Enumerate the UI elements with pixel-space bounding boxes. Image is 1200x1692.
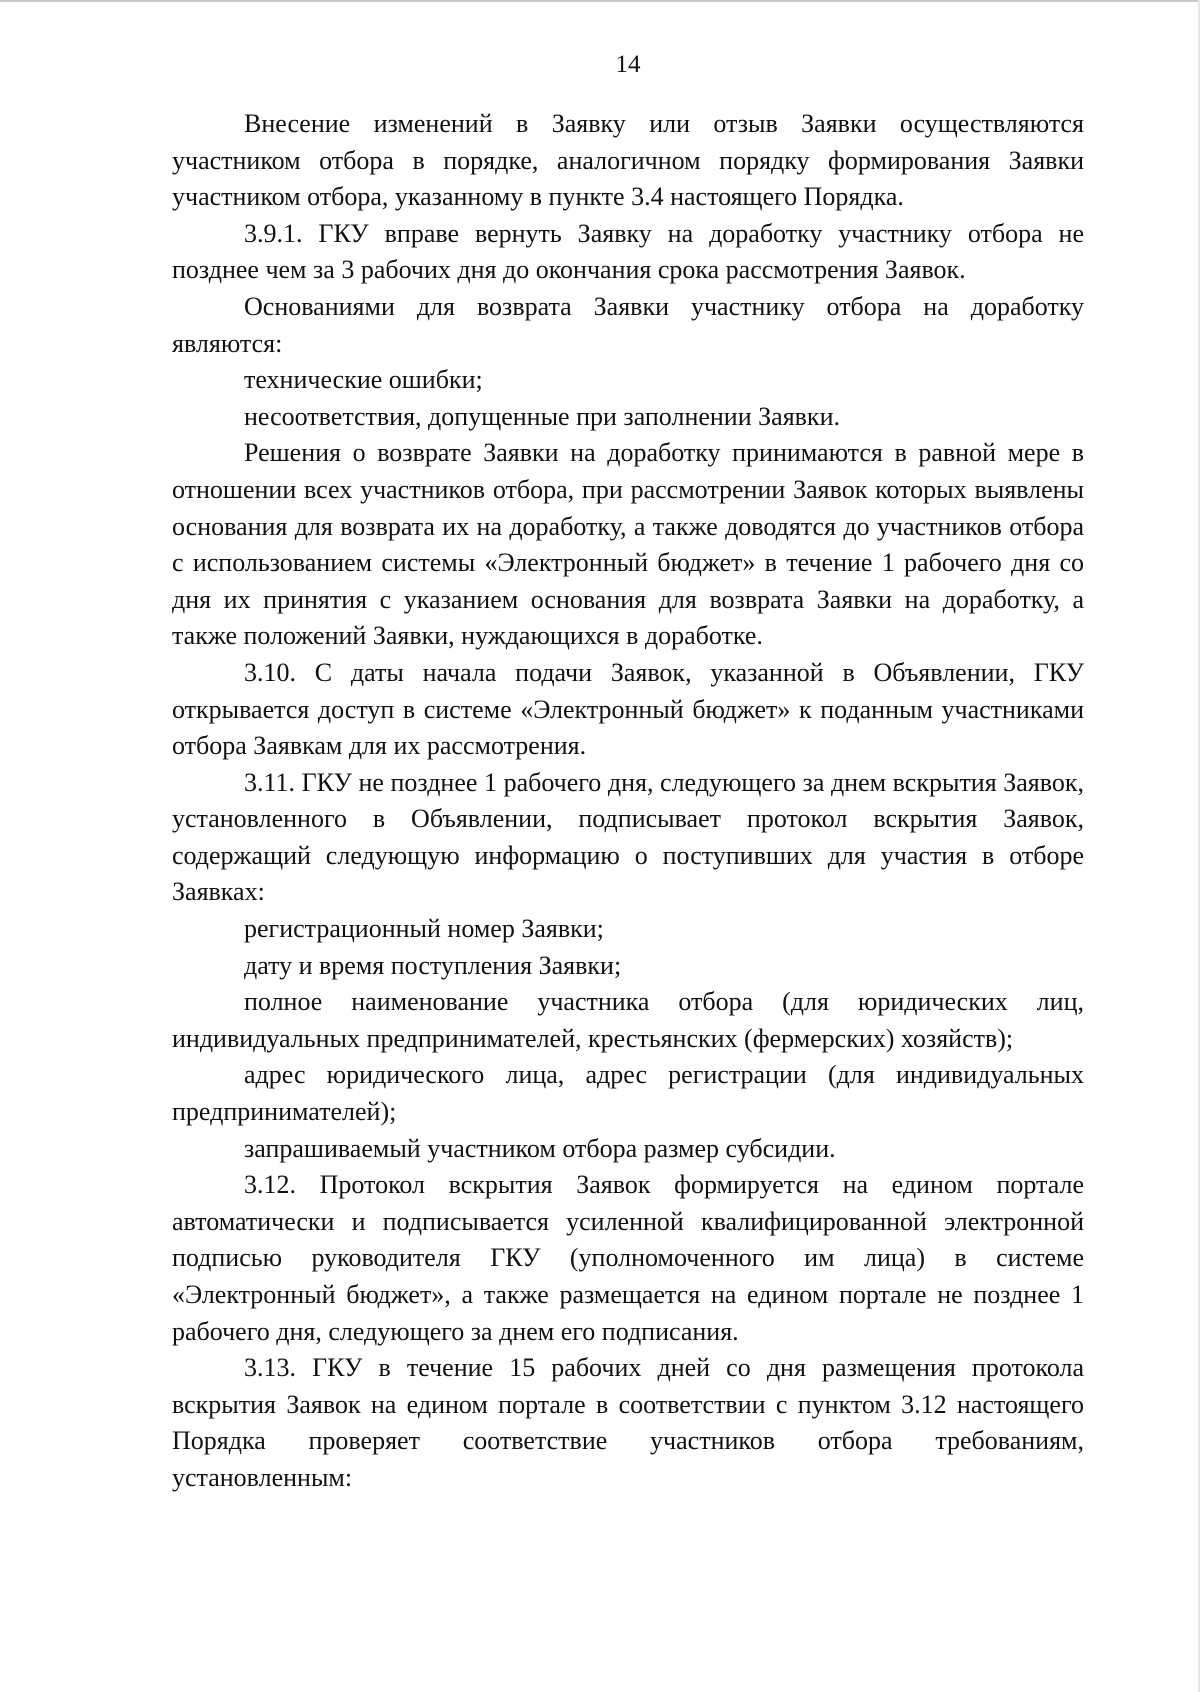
- paragraph-3-13: 3.13. ГКУ в течение 15 рабочих дней со дня размещения протокола вскрытия Заявок на едином портале в соответствии с пунктом 3.12 настоящего Порядка проверяет соответствие участников отбора требованиям, установленным:: [172, 1353, 1084, 1492]
- document-page: [172, 50, 1084, 1497]
- list-item-technical-errors: технические ошибки;: [244, 365, 483, 395]
- paragraph-return-decisions: Решения о возврате Заявки на доработку принимаются в равной мере в отношении всех участников отбора, при рассмотрении Заявок которых выявлены основания для возврата их на доработку, а также доводятся до участников отбора с использованием системы «Электронный бюджет» в течение 1 рабочего дня со дня их принятия с указанием основания для возврата Заявки на доработку, а также положений Заявки, нуждающихся в доработке.: [172, 438, 1084, 651]
- page-number: 14: [615, 51, 641, 78]
- list-item-inconsistencies: несоответствия, допущенные при заполнении Заявки.: [244, 401, 840, 431]
- list-item-full-name: полное наименование участника отбора (для юридических лиц, индивидуальных предпринимателей, крестьянских (фермерских) хозяйств);: [172, 987, 1084, 1053]
- paragraph-3-11: 3.11. ГКУ не позднее 1 рабочего дня, следующего за днем вскрытия Заявок, установленного в Объявлении, подписывает протокол вскрытия Заявок, содержащий следующую информацию о поступивших для участия в отборе Заявках:: [172, 767, 1084, 907]
- paragraph-application-changes: Внесение изменений в Заявку или отзыв Заявки осуществляются участником отбора в порядке, аналогичном порядку формирования Заявки участником отбора, указанному в пункте 3.4 настоящего Порядка.: [172, 109, 1084, 212]
- paragraph-3-9-1: 3.9.1. ГКУ вправе вернуть Заявку на доработку участнику отбора не позднее чем за 3 рабочих дня до окончания срока рассмотрения Заявок.: [172, 218, 1084, 285]
- scan-edge-top: [0, 0, 1200, 2]
- list-item-registration-number: регистрационный номер Заявки;: [244, 914, 604, 944]
- paragraph-3-10: 3.10. С даты начала подачи Заявок, указанной в Объявлении, ГКУ открывается доступ в системе «Электронный бюджет» к поданным участниками отбора Заявкам для их рассмотрения.: [172, 657, 1084, 761]
- list-item-date-time: дату и время поступления Заявки;: [244, 950, 622, 980]
- paragraph-return-grounds: Основаниями для возврата Заявки участнику отбора на доработку являются:: [172, 291, 1084, 358]
- list-item-address: адрес юридического лица, адрес регистрации (для индивидуальных предпринимателей);: [172, 1060, 1084, 1127]
- list-item-subsidy-amount: запрашиваемый участником отбора размер субсидии.: [244, 1133, 836, 1163]
- paragraph-3-12: 3.12. Протокол вскрытия Заявок формируется на едином портале автоматически и подписывается усиленной квалифицированной электронной подписью руководителя ГКУ (уполномоченного им лица) в системе «Электронный бюджет», а также размещается на едином портале не позднее 1 рабочего дня, следующего за днем его подписания.: [172, 1170, 1084, 1346]
